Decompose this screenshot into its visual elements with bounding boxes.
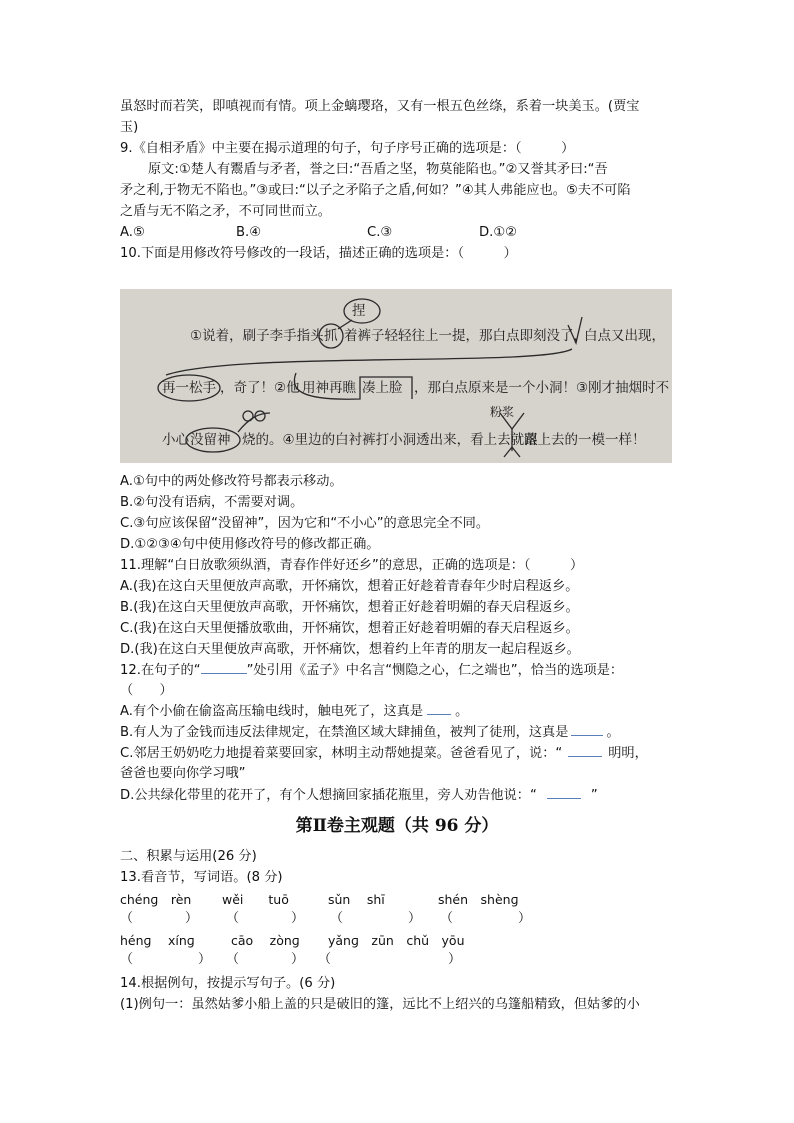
option-text: 。 — [606, 725, 620, 740]
question-14-example: (1)例句一：虽然姑爹小船上盖的只是破旧的篷，远比不上绍兴的乌篷船精致，但姑爹的小 — [120, 997, 640, 1012]
pinyin: shén shènɡ — [438, 892, 519, 907]
pinyin: hénɡ xínɡ — [120, 933, 195, 948]
answer-blank[interactable] — [427, 714, 451, 715]
photo-row-2-swap: 用神再瞧 — [302, 380, 356, 396]
option-b — [120, 723, 620, 743]
question-9-text: 矛之利,于物无不陷也。”③或曰:“以子之矛陷子之盾,何如？”④其人弗能应也。⑤夫不可陷 — [120, 183, 631, 198]
photo-row-3: 落上去的一模一样！ — [524, 432, 646, 448]
option-d: D.(我)在这白天里便放声高歌，开怀痛饮，想着约上年青的朋友一起启程返乡。 — [120, 642, 580, 657]
option-c: C.(我)在这白天里便播放歌曲，开怀痛饮，想着正好趁着明媚的春天启程返乡。 — [120, 621, 579, 636]
option-c: C.③ — [367, 225, 393, 240]
option-c — [120, 744, 648, 764]
answer-box[interactable]: （ ） — [226, 911, 305, 926]
photo-row-1: 白点又出现， — [584, 328, 665, 344]
question-12-stem — [120, 661, 623, 681]
pinyin: cāo zònɡ — [231, 933, 300, 948]
question-12-stem-part: 12.在句子的“ — [120, 663, 201, 678]
option-a — [120, 702, 468, 722]
option-text: A.有个小偷在偷盗高压输电线时，触电死了，这真是 — [120, 704, 424, 719]
option-text: 。 — [455, 704, 469, 719]
text-line: 虽怒时而若笑，即嗔视而有情。项上金螭璎珞，又有一根五色丝绦，系着一块美玉。(贾宝 — [120, 99, 640, 114]
insert-mark-2: 粉浆 — [490, 405, 515, 419]
section-title: 第Ⅱ卷主观题（共 96 分） — [295, 816, 499, 836]
option-text: ” — [590, 788, 598, 803]
photo-row-1-circled: 抓 — [324, 328, 338, 344]
option-c: C.③句应该保留“没留神”，因为它和“不小心”的意思完全不同。 — [120, 516, 490, 531]
option-text: C.邻居王奶奶吃力地提着菜要回家，林明主动帮她提菜。爸爸看见了，说：“ — [120, 746, 563, 761]
question-9-stem: 9.《自相矛盾》中主要在揭示道理的句子，句子序号正确的选项是：（ ） — [120, 141, 575, 156]
option-d — [120, 786, 598, 806]
text-line: 玉) — [120, 120, 139, 135]
pinyin: sǔn shī — [328, 892, 385, 907]
answer-box[interactable]: （ ） — [318, 952, 462, 967]
question-12-stem-paren: （ ） — [120, 683, 173, 698]
option-b: B.④ — [236, 225, 262, 240]
photo-row-3: 小心 — [162, 432, 189, 448]
option-text: B.有人为了金钱而违反法律规定，在禁渔区域大肆捕鱼，被判了徒刑，这真是 — [120, 725, 569, 740]
option-a: A.①句中的两处修改符号都表示移动。 — [120, 474, 343, 489]
question-12-stem-part: ”处引用《孟子》中名言“恻隐之心，仁之端也”，恰当的选项是： — [246, 663, 624, 678]
question-14-stem: 14.根据例句，按提示写句子。(6 分) — [120, 976, 336, 991]
answer-blank[interactable] — [547, 798, 581, 799]
option-text: D.公共绿化带里的花开了，有个人想摘回家插花瓶里，旁人劝告他说：“ — [120, 788, 537, 803]
answer-blank[interactable] — [201, 673, 247, 674]
answer-box[interactable]: （ ） — [120, 911, 199, 926]
question-13-stem: 13.看音节，写词语。(8 分) — [120, 870, 283, 885]
option-a: A.⑤ — [120, 225, 145, 240]
answer-blank[interactable] — [571, 735, 603, 736]
answer-box[interactable]: （ ） — [226, 952, 305, 967]
photo-row-1: 着裤子轻轻往上一提，那白点即刻没了， — [344, 328, 587, 344]
answer-box[interactable]: （ ） — [440, 911, 532, 926]
photo-row-2: ，那白点原来是一个小洞！③刚才抽烟时不 — [414, 380, 670, 396]
option-b: B.(我)在这白天里便放声高歌，开怀痛饮，想着正好趁着明媚的春天启程返乡。 — [120, 600, 579, 615]
option-text: 明明， — [608, 746, 648, 761]
correction-photo — [120, 289, 672, 463]
question-9-text: 原文:①楚人有鬻盾与矛者，誉之曰:“吾盾之坚，物莫能陷也。”②又誉其矛曰:“吾 — [148, 162, 608, 177]
option-b: B.②句没有语病，不需要对调。 — [120, 495, 304, 510]
photo-row-3-circled: 没留神 — [190, 432, 231, 448]
photo-row-2: ，奇了！②他 — [220, 380, 300, 396]
option-d: D.①② — [479, 225, 517, 240]
option-c-cont: 爸爸也要向你学习哦” — [120, 766, 246, 781]
question-10-stem: 10.下面是用修改符号修改的一段话，描述正确的选项是：（ ） — [120, 246, 517, 261]
pinyin: wěi tuō — [222, 892, 289, 907]
answer-blank[interactable] — [568, 756, 602, 757]
photo-row-2-swap: 凑上脸 — [362, 380, 403, 396]
insert-mark-1: 捏 — [352, 303, 366, 319]
photo-row-1: ①说着，刷子李手指头 — [190, 328, 324, 344]
option-d: D.①②③④句中使用修改符号的修改都正确。 — [120, 537, 380, 552]
photo-row-3: 烧的。④里边的白衬裤打小洞透出来，看上去就跟 — [242, 432, 538, 448]
part-heading: 二、积累与运用(26 分) — [120, 849, 257, 864]
answer-box[interactable]: （ ） — [330, 911, 422, 926]
option-a: A.(我)在这白天里便放声高歌，开怀痛饮，想着正好趁着青春年少时启程返乡。 — [120, 579, 579, 594]
pinyin: yǎnɡ zūn chǔ yōu — [328, 933, 465, 948]
photo-row-2-circled: 再一松手 — [162, 380, 216, 396]
question-9-text: 之盾与无不陷之矛，不可同世而立。 — [120, 204, 331, 219]
pinyin: chénɡ rèn — [120, 892, 192, 907]
question-11-stem: 11.理解“白日放歌须纵酒，青春作伴好还乡”的意思，正确的选项是：（ ） — [120, 558, 584, 573]
answer-box[interactable]: （ ） — [120, 952, 212, 967]
